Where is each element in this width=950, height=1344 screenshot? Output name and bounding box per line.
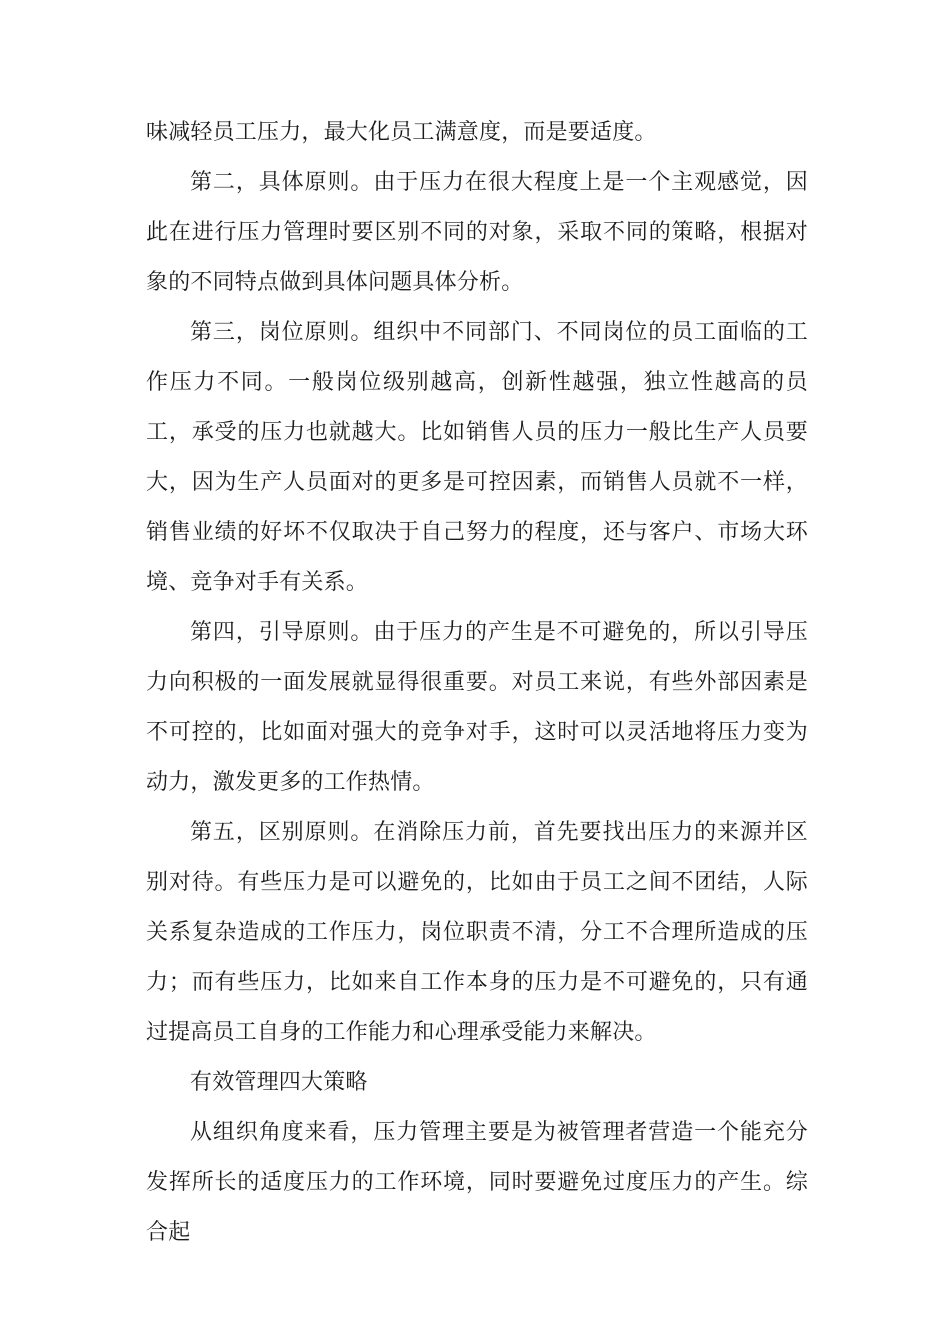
- paragraph-position-principle: 第三，岗位原则。组织中不同部门、不同岗位的员工面临的工作压力不同。一般岗位级别越高，创新性越强，独立性越高的员工，承受的压力也就越大。比如销售人员的压力一般比生产人员要大，因为生产人员面对的更多是可控因素，而销售人员就不一样，销售业绩的好坏不仅取决于自己努力的程度，还与客户、市场大环境、竞争对手有关系。: [146, 320, 808, 595]
- paragraph-distinction-principle: 第五，区别原则。在消除压力前，首先要找出压力的来源并区别对待。有些压力是可以避免的，比如由于员工之间不团结，人际关系复杂造成的工作压力，岗位职责不清，分工不合理所造成的压力；而有些压力，比如来自工作本身的压力是不可避免的，只有通过提高员工自身的工作能力和心理承受能力来解决。: [146, 820, 808, 1045]
- paragraph-guidance-principle: 第四，引导原则。由于压力的产生是不可避免的，所以引导压力向积极的一面发展就显得很重要。对员工来说，有些外部因素是不可控的，比如面对强大的竞争对手，这时可以灵活地将压力变为动力，激发更多的工作热情。: [146, 620, 808, 795]
- section-heading: 有效管理四大策略: [190, 1070, 368, 1095]
- body-text: [146, 108, 808, 1258]
- paragraph-organization-view: 从组织角度来看，压力管理主要是为被管理者营造一个能充分发挥所长的适度压力的工作环境，同时要避免过度压力的产生。综合起: [146, 1120, 808, 1245]
- paragraph-specific-principle: 第二，具体原则。由于压力在很大程度上是一个主观感觉，因此在进行压力管理时要区别不同的对象，采取不同的策略，根据对象的不同特点做到具体问题具体分析。: [146, 170, 808, 295]
- paragraph-continuation: 味减轻员工压力，最大化员工满意度，而是要适度。: [146, 120, 657, 145]
